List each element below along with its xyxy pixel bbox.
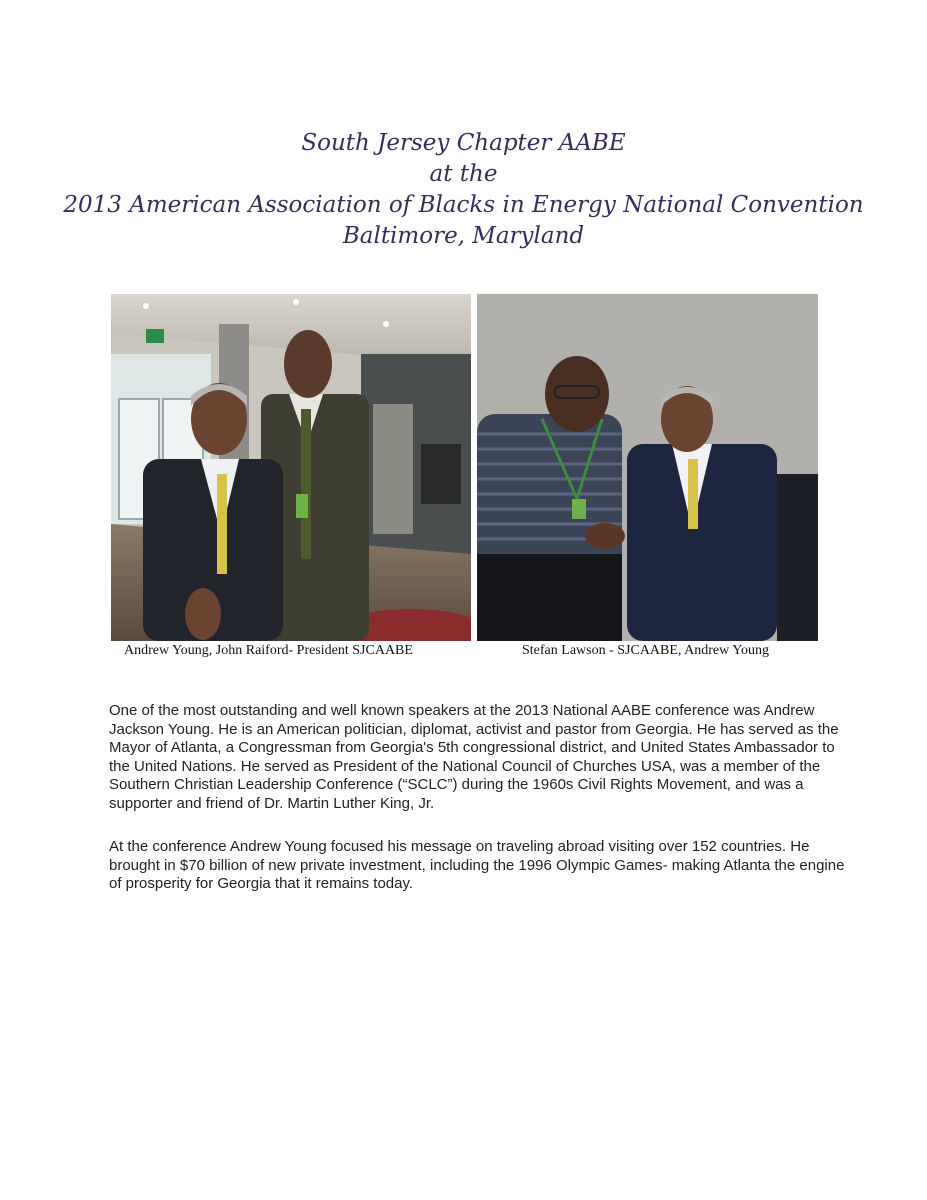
- page-title: [0, 128, 927, 252]
- photo-young-raiford: [111, 294, 471, 641]
- body-paragraph-1: One of the most outstanding and well known speakers at the 2013 National AABE conference was Andrew Jackson Young. He is an American politician, diplomat, activist and pastor from Georgia. He has served as the Mayor of Atlanta, a Congressman from Georgia's 5th congressional district, and United States Ambassador to the United Nations. He served as President of the National Council of Churches USA, was a member of the Southern Christian Leadership Conference (“SCLC”) during the 1960s Civil Rights Movement, and was a supporter and friend of Dr. Martin Luther King, Jr.: [109, 702, 839, 812]
- title-line-4: Baltimore, Maryland: [342, 223, 585, 249]
- photo-caption-right: Stefan Lawson - SJCAABE, Andrew Young: [522, 643, 769, 658]
- title-line-1: South Jersey Chapter AABE: [301, 130, 626, 156]
- title-line-2: at the: [429, 161, 498, 187]
- photo-caption-left: Andrew Young, John Raiford- President SJCAABE: [124, 643, 413, 658]
- photo-lawson-young: [477, 294, 818, 641]
- title-line-3: 2013 American Association of Blacks in Energy National Convention: [63, 192, 864, 218]
- body-paragraph-2: At the conference Andrew Young focused his message on traveling abroad visiting over 152 countries. He brought in $70 billion of new private investment, including the 1996 Olympic Games- making Atlanta the engine of prosperity for Georgia that it remains today.: [109, 838, 845, 892]
